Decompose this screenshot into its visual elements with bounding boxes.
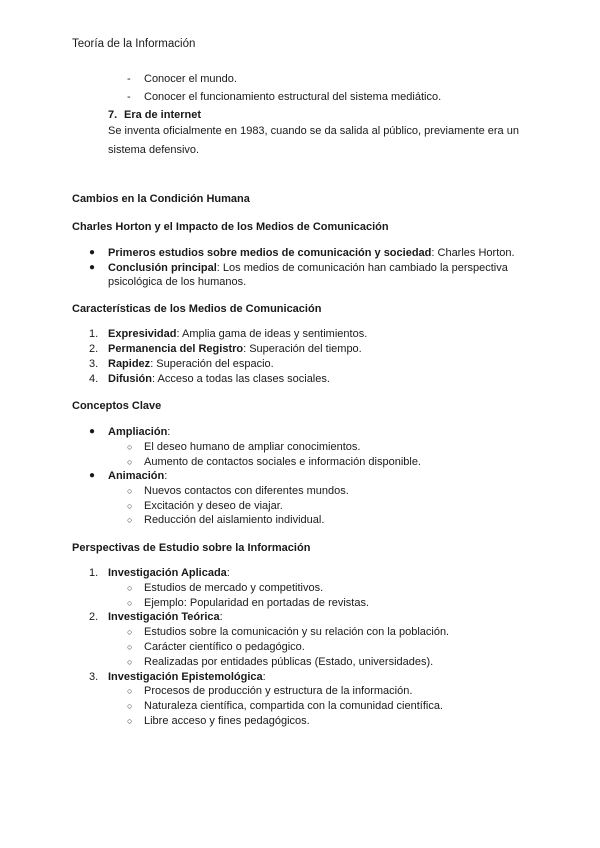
- sub-item: Excitación y deseo de viajar.: [144, 500, 283, 512]
- item-text: : Superación del espacio.: [150, 358, 274, 370]
- item-term: Primeros estudios sobre medios de comunicación y sociedad: [108, 247, 432, 259]
- sub-item: Carácter científico o pedagógico.: [144, 641, 305, 653]
- circle-marker: ○: [127, 642, 133, 652]
- item-term: Animación: [108, 470, 165, 482]
- item-term: Rapidez: [108, 358, 151, 370]
- list-item: [108, 469, 167, 483]
- dash-marker: -: [127, 73, 131, 85]
- item-text: :: [226, 567, 230, 579]
- item-text: : Amplia gama de ideas y sentimientos.: [176, 328, 368, 340]
- item-text: : Superación del tiempo.: [243, 343, 362, 355]
- list-number: 4.: [89, 373, 99, 385]
- sub-item: Aumento de contactos sociales e información disponible.: [144, 456, 421, 468]
- list-item: [108, 610, 223, 624]
- section-title: Características de los Medios de Comunicación: [72, 303, 322, 315]
- list-number: 2.: [89, 611, 99, 623]
- item-term: Expresividad: [108, 328, 177, 340]
- list-item: [108, 261, 523, 289]
- list-item: [108, 342, 362, 356]
- item-text: :: [219, 611, 223, 623]
- item-term: Permanencia del Registro: [108, 343, 244, 355]
- sub-item: Libre acceso y fines pedagógicos.: [144, 715, 310, 727]
- list-item: [108, 425, 170, 439]
- list-item: [108, 566, 230, 580]
- list-item: Conocer el mundo.: [144, 73, 237, 85]
- item-term: Difusión: [108, 373, 152, 385]
- list-number: 2.: [89, 343, 99, 355]
- sub-item: Procesos de producción y estructura de la información.: [144, 685, 413, 697]
- sub-item: Estudios de mercado y competitivos.: [144, 582, 324, 594]
- list-item: [108, 246, 515, 260]
- item-text: : Acceso a todas las clases sociales.: [152, 373, 330, 385]
- sub-item: Reducción del aislamiento individual.: [144, 514, 325, 526]
- sub-item: Ejemplo: Popularidad en portadas de revistas.: [144, 597, 370, 609]
- circle-marker: ○: [127, 501, 133, 511]
- item-text: : Charles Horton.: [431, 247, 515, 259]
- item-term: Investigación Epistemológica: [108, 671, 263, 683]
- era-number: 7.: [108, 109, 118, 121]
- circle-marker: ○: [127, 583, 133, 593]
- circle-marker: ○: [127, 627, 133, 637]
- item-term: Investigación Teórica: [108, 611, 220, 623]
- circle-marker: ○: [127, 657, 133, 667]
- circle-marker: ○: [127, 701, 133, 711]
- item-term: Ampliación: [108, 426, 168, 438]
- era-title: Era de internet: [124, 109, 202, 121]
- item-text: :: [167, 426, 171, 438]
- list-item: [108, 372, 330, 386]
- item-text: :: [262, 671, 266, 683]
- bullet-marker: ●: [89, 247, 96, 258]
- item-term: Investigación Aplicada: [108, 567, 227, 579]
- list-number: 1.: [89, 567, 99, 579]
- circle-marker: ○: [127, 686, 133, 696]
- list-number: 3.: [89, 358, 99, 370]
- list-number: 1.: [89, 328, 99, 340]
- sub-item: Naturaleza científica, compartida con la comunidad científica.: [144, 700, 443, 712]
- section-title: Cambios en la Condición Humana: [72, 193, 250, 205]
- circle-marker: ○: [127, 716, 133, 726]
- list-number: 3.: [89, 671, 99, 683]
- sub-item: Realizadas por entidades públicas (Estado, universidades).: [144, 656, 434, 668]
- section-title: Conceptos Clave: [72, 400, 162, 412]
- list-item: [108, 327, 367, 341]
- sub-item: El deseo humano de ampliar conocimientos.: [144, 441, 361, 453]
- item-text: : Los medios de comunicación han cambiado la perspectiva psicológica de los humanos.: [108, 262, 508, 288]
- circle-marker: ○: [127, 457, 133, 467]
- item-term: Conclusión principal: [108, 262, 217, 274]
- list-item: [108, 357, 274, 371]
- section-title: Perspectivas de Estudio sobre la Información: [72, 542, 311, 554]
- circle-marker: ○: [127, 598, 133, 608]
- circle-marker: ○: [127, 515, 133, 525]
- item-text: :: [164, 470, 168, 482]
- bullet-marker: ●: [89, 262, 96, 273]
- list-item: [108, 670, 266, 684]
- page-header: Teoría de la Información: [72, 38, 196, 50]
- dash-marker: -: [127, 91, 131, 103]
- bullet-marker: ●: [89, 426, 96, 437]
- section-title: Charles Horton y el Impacto de los Medios de Comunicación: [72, 221, 389, 233]
- era-paragraph: Se inventa oficialmente en 1983, cuando se da salida al público, previamente era un sistema defensivo.: [108, 125, 519, 156]
- sub-item: Nuevos contactos con diferentes mundos.: [144, 485, 349, 497]
- circle-marker: ○: [127, 486, 133, 496]
- circle-marker: ○: [127, 442, 133, 452]
- sub-item: Estudios sobre la comunicación y su relación con la población.: [144, 626, 450, 638]
- bullet-marker: ●: [89, 470, 96, 481]
- list-item: Conocer el funcionamiento estructural del sistema mediático.: [144, 91, 442, 103]
